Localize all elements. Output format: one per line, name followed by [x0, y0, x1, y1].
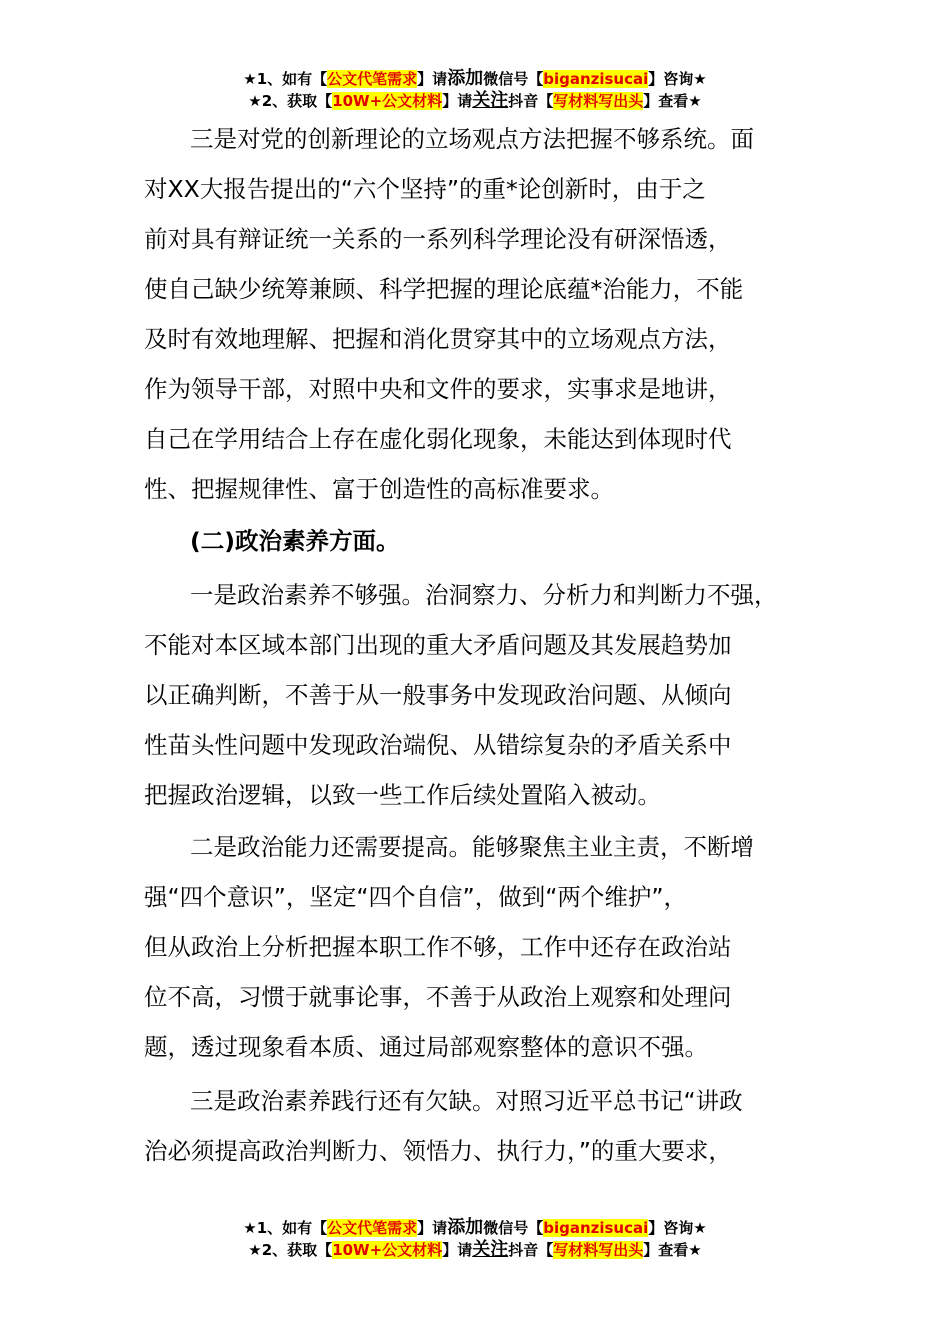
banner-text: 】请 [417, 1219, 448, 1237]
paragraph-line: 不能对本区域本部门出现的重大矛盾问题及其发展趋势加 [144, 631, 732, 659]
banner-text: 】请 [442, 92, 473, 110]
banner-text: ★1、如有【 [243, 1219, 328, 1237]
paragraph-line: 性、把握规律性、富于创造性的高标准要求。 [144, 475, 614, 503]
paragraph-line: 三是对党的创新理论的立场观点方法把握不够系统。面 [190, 125, 754, 153]
highlight-text: 10W+公文材料 [332, 92, 443, 110]
highlight-text: 公文代笔需求 [327, 1219, 418, 1237]
banner-text: 抖音【 [508, 92, 554, 110]
paragraph-line: 作为领导干部，对照中央和文件的要求，实事求是地讲， [144, 375, 732, 403]
paragraph-line: 二是政治能力还需要提高。能够聚焦主业主责，不断增 [190, 833, 754, 861]
banner-text: 】请 [417, 70, 448, 88]
banner-text: ★2、获取【 [248, 1241, 333, 1259]
douyin-name: 写材料写出头 [553, 92, 644, 110]
emphasis-text: 关注 [472, 90, 509, 111]
douyin-name: 写材料写出头 [553, 1241, 644, 1259]
banner-text: 抖音【 [508, 1241, 554, 1259]
banner-text: 】请 [442, 1241, 473, 1259]
paragraph-line: 但从政治上分析把握本职工作不够，工作中还存在政治站 [144, 933, 732, 961]
emphasis-text: 添加 [447, 68, 484, 89]
highlight-text: 10W+公文材料 [332, 1241, 443, 1259]
paragraph-line: 使自己缺少统筹兼顾、科学把握的理论底蕴*治能力，不能 [144, 275, 744, 303]
emphasis-text: 关注 [472, 1239, 509, 1260]
banner-text: 】咨询★ [648, 70, 707, 88]
paragraph-line: 以正确判断，不善于从一般事务中发现政治问题、从倾向 [144, 681, 732, 709]
banner-line-1 [0, 68, 950, 90]
paragraph-line: 自己在学用结合上存在虚化弱化现象，未能达到体现时代 [144, 425, 732, 453]
banner-text: ★1、如有【 [243, 70, 328, 88]
paragraph-line: 题，透过现象看本质、通过局部观察整体的意识不强。 [144, 1033, 708, 1061]
highlight-text: 公文代笔需求 [327, 70, 418, 88]
paragraph-line: 性苗头性问题中发现政治端倪、从错综复杂的矛盾关系中 [144, 731, 732, 759]
banner-text: 】查看★ [643, 92, 702, 110]
paragraph-line: 把握政治逻辑，以致一些工作后续处置陷入被动。 [144, 781, 661, 809]
paragraph-line: 强“四个意识”，坚定“四个自信”，做到“两个维护”， [144, 883, 688, 911]
paragraph-line: 前对具有辩证统一关系的一系列科学理论没有研深悟透， [144, 225, 732, 253]
paragraph-line: 治必须提高政治判断力、领悟力、执行力，”的重大要求， [144, 1137, 732, 1165]
paragraph-line: 及时有效地理解、把握和消化贯穿其中的立场观点方法， [144, 325, 732, 353]
banner-line-2 [0, 1239, 950, 1261]
banner-text: 】查看★ [643, 1241, 702, 1259]
banner-text: ★2、获取【 [248, 92, 333, 110]
section-heading: (二)政治素养方面。 [190, 527, 400, 555]
footer-banner [0, 1217, 950, 1261]
emphasis-text: 添加 [447, 1217, 484, 1238]
banner-text: 微信号【 [483, 1219, 544, 1237]
header-banner [0, 68, 950, 112]
wechat-id: biganzisucai [543, 70, 649, 88]
paragraph-line: 位不高，习惯于就事论事，不善于从政治上观察和处理问 [144, 983, 732, 1011]
paragraph-line: 三是政治素养践行还有欠缺。对照习近平总书记“讲政 [190, 1087, 743, 1115]
paragraph-line: 一是政治素养不够强。治洞察力、分析力和判断力不强， [190, 581, 778, 609]
banner-line-2 [0, 90, 950, 112]
banner-text: 】咨询★ [648, 1219, 707, 1237]
banner-text: 微信号【 [483, 70, 544, 88]
banner-line-1 [0, 1217, 950, 1239]
wechat-id: biganzisucai [543, 1219, 649, 1237]
paragraph-line: 对XX大报告提出的“六个坚持”的重*论创新时，由于之 [144, 175, 706, 203]
